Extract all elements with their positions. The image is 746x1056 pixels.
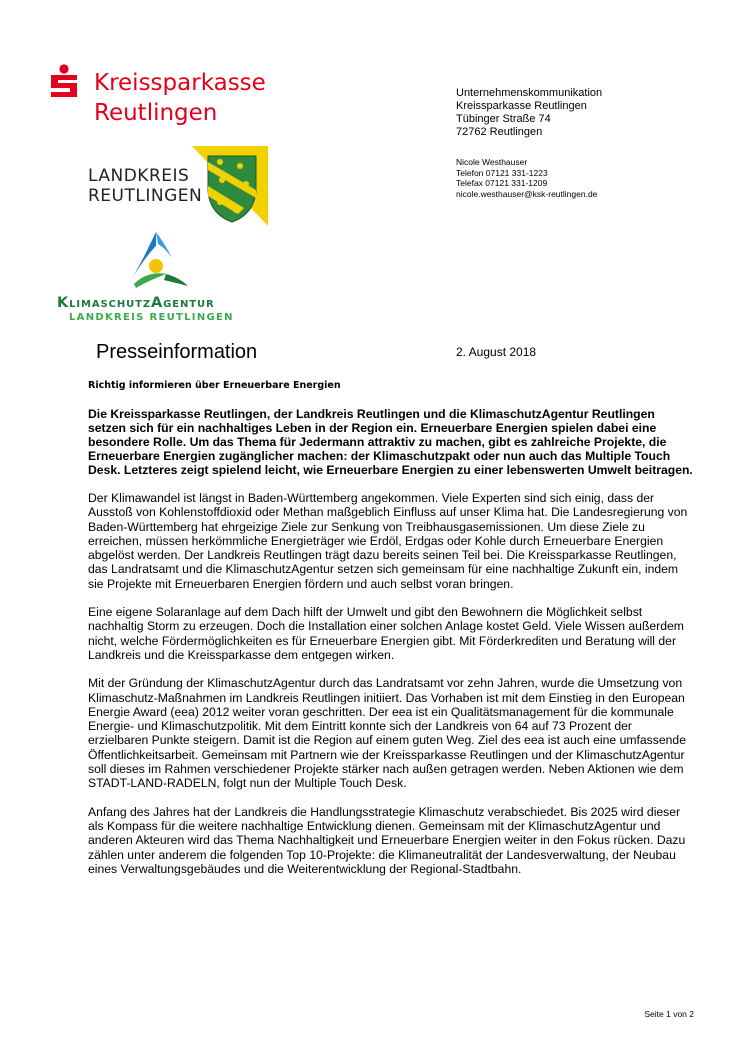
- press-title: Presseinformation: [96, 341, 258, 363]
- article-lead: Die Kreissparkasse Reutlingen, der Landkreis Reutlingen und die KlimaschutzAgentur Reutlingen setzen sich für ein nachhaltiges Leben in der Region ein. Erneuerbare Energien spielen dabei eine besondere Rolle. Um das Thema für Jedermann attraktiv zu machen, gibt es zahlreiche Projekte, die Erneuerbare Energien zugänglicher machen: der Klimaschutzpakt oder nun auch das Multiple Touch Desk. Letzteres zeigt spielend leicht, wie Erneuerbare Energien zu einer lebenswerten Umwelt beitragen.: [88, 407, 693, 477]
- article-paragraph: Eine eigene Solaranlage auf dem Dach hilft der Umwelt und gibt den Bewohnern die Möglichkeit selbst nachhaltig Storm zu erzeugen. Doch die Installation einer solchen Anlage kostet Geld. Viele Wissen außerdem nicht, welche Fördermöglichkeiten es für Erneuerbare Energien gibt. Mit Förderkrediten und Beratung will der Landkreis und die Kreissparkasse dem entgegen wirken.: [88, 605, 684, 662]
- sparkasse-s-icon: [48, 64, 80, 100]
- coat-of-arms-icon: [192, 146, 268, 226]
- sparkasse-logo-text: Kreissparkasse Reutlingen: [94, 70, 266, 126]
- landkreis-logo-text: LANDKREIS REUTLINGEN: [88, 166, 203, 206]
- sender-address: Unternehmenskommunikation Kreissparkasse Reutlingen Tübinger Straße 74 72762 Reutlingen: [456, 87, 603, 138]
- article-paragraph: Anfang des Jahres hat der Landkreis die Handlungsstrategie Klimaschutz verabschiedet. Bis 2025 wird dieser als Kompass für die weitere nachhaltige Entwicklung dienen. Gemeinsam mit der KlimaschutzAgentur und anderen Akteuren wird das Thema Nachhaltigkeit und Erneuerbare Energien weiter in den Fokus rücken. Dazu zählen unter anderem die folgenden Top 10-Projekte: die Klimaneutralität der Landesverwaltung, der Neubau eines Verwaltungsgebäudes und die Weiterentwicklung der Regional-Stadtbahn.: [88, 804, 686, 876]
- klimaschutz-figure-icon: [126, 230, 192, 290]
- article-paragraph: Der Klimawandel ist längst in Baden-Württemberg angekommen. Viele Experten sind sich einig, dass der Ausstoß von Kohlenstoffdioxid oder Methan maßgeblich Einfluss auf unser Klima hat. Die Landesregierung von Baden-Württemberg hat ehrgeizige Ziele zur Senkung von Treibhausgasemissionen. Um diese Ziele zu erreichen, müssen herkömmliche Energieträger wie Erdöl, Erdgas oder Kohle durch Erneuerbare Energien abgelöst werden. Der Landkreis Reutlingen trägt dazu bereits seinen Teil bei. Die Kreissparkasse Reutlingen, das Landratsamt und die KlimaschutzAgentur setzen sich gemeinsam für eine nachhaltige Zukunft ein, indem sie Projekte mit Erneuerbaren Energien fördern und auch selbst voran bringen.: [88, 491, 688, 591]
- article-body: [88, 380, 694, 890]
- press-date: 2. August 2018: [456, 345, 537, 359]
- article-subject: Richtig informieren über Erneuerbare Energien: [88, 380, 341, 391]
- klimaschutz-logo-subtitle: LANDKREIS REUTLINGEN: [69, 312, 234, 323]
- klimaschutz-logo-text: KlimaschutzAgentur: [57, 295, 215, 311]
- page-number: Seite 1 von 2: [644, 1009, 694, 1019]
- sender-contact: Nicole Westhauser Telefon 07121 331-1223 Telefax 07121 331-1209 nicole.westhauser@ksk-reutlingen.de: [456, 157, 598, 199]
- article-paragraph: Mit der Gründung der KlimaschutzAgentur durch das Landratsamt vor zehn Jahren, wurde die Umsetzung von Klimaschutz-Maßnahmen im Landkreis Reutlingen initiiert. Das Vorhaben ist mit dem Einstieg in den European Energie Award (eea) 2012 weiter voran geschritten. Der eea ist ein Qualitätsmanagement für die kommunale Energie- und Klimaschutzpolitik. Mit dem Eintritt konnte sich der Landkreis von 64 auf 73 Prozent der erzielbaren Punkte steigern. Damit ist die Region auf einem guten Weg. Ziel des eea ist auch eine umfassende Öffentlichkeitsarbeit. Gemeinsam mit Partnern wie der Kreissparkasse Reutlingen und der KlimaschutzAgentur soll dieses im Rahmen verschiedener Projekte stärker nach außen getragen werden. Neben Aktionen wie dem STADT-LAND-RADELN, folgt nun der Multiple Touch Desk.: [88, 676, 686, 791]
